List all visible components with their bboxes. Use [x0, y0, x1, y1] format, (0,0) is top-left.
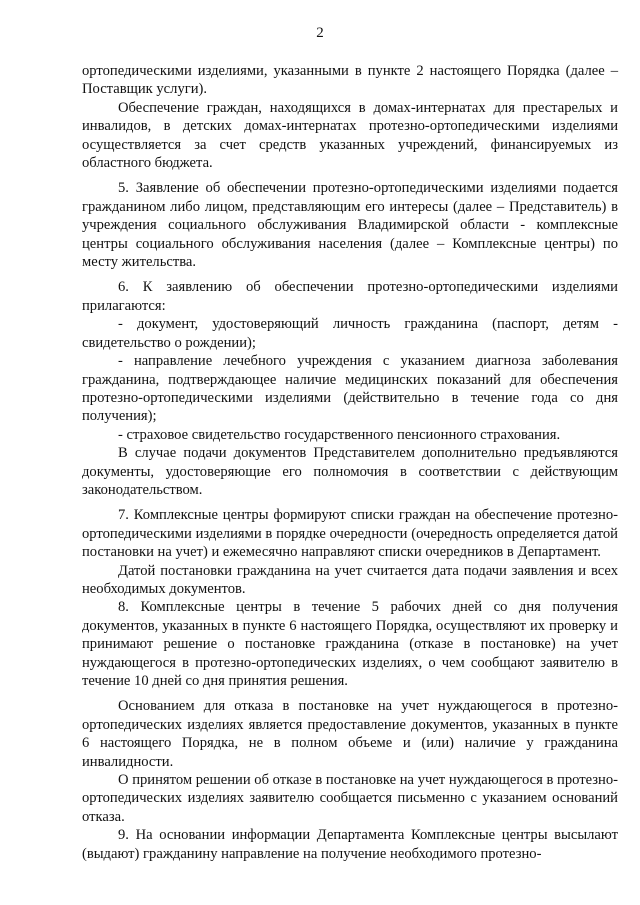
paragraph-continuation: ортопедическими изделиями, указанными в пункте 2 настоящего Порядка (далее – Поставщик услуги). [82, 63, 618, 98]
paragraph-item-7: 7. Комплексные центры формируют списки граждан на обеспечение протезно-ортопедическими изделиями в порядке очередности (очередность определяется датой постановки на учет) и ежемесячно направляют списки очередников в Департамент. [82, 507, 618, 561]
paragraph-item-8: 8. Комплексные центры в течение 5 рабочих дней со дня получения документов, указанных в пункте 6 настоящего Порядка, осуществляют их проверку и принимают решение о постановке гражданина (отказе в постановке) на учет нуждающегося в протезно-ортопедических изделиях, о чем сообщают заявителю в течение 10 дней со дня принятия решения. [82, 599, 618, 689]
list-item-medical-referral: - направление лечебного учреждения с указанием диагноза заболевания гражданина, подтверждающее наличие медицинских показаний для обеспечения протезно-ортопедическими изделиями (действительно в течение года со дня получения); [82, 353, 618, 425]
paragraph-refusal-notice: О принятом решении об отказе в постановке на учет нуждающегося в протезно-ортопедических изделиях заявителю сообщается письменно с указанием оснований отказа. [82, 772, 618, 825]
paragraph-item-6: 6. К заявлению об обеспечении протезно-ортопедическими изделиями прилагаются: [82, 279, 618, 314]
paragraph-registration-date: Датой постановки гражданина на учет считается дата подачи заявления и всех необходимых документов. [82, 562, 618, 597]
paragraph-representative: В случае подачи документов Представителем дополнительно предъявляются документы, удостоверяющие его полномочия в соответствии с действующим законодательством. [82, 445, 618, 498]
document-body [82, 62, 618, 863]
page-number: 2 [316, 25, 324, 41]
list-item-insurance-certificate: - страховое свидетельство государственного пенсионного страхования. [118, 426, 561, 443]
paragraph-funding: Обеспечение граждан, находящихся в домах-интернатах для престарелых и инвалидов, в детских домах-интернатах протезно-ортопедическими изделиями осуществляется за счет средств указанных учреждений, финансируемых из областного бюджета. [82, 99, 618, 172]
paragraph-refusal-grounds: Основанием для отказа в постановке на учет нуждающегося в протезно-ортопедических изделиях является предоставление документов, указанных в пункте 6 настоящего Порядка, не в полном объеме и (или) наличие у гражданина инвалидности. [82, 698, 618, 770]
paragraph-item-5: 5. Заявление об обеспечении протезно-ортопедическими изделиями подается гражданином либо лицом, представляющим его интересы (далее – Представитель) в учреждения социального обслуживания Владимирской области - комплексные центры социального обслуживания населения (далее – Комплексные центры) по месту жительства. [82, 180, 618, 271]
list-item-identity-document: - документ, удостоверяющий личность гражданина (паспорт, детям - свидетельство о рождении); [82, 316, 618, 351]
paragraph-item-9: 9. На основании информации Департамента Комплексные центры высылают (выдают) гражданину направление на получение необходимого протезно- [82, 827, 618, 862]
